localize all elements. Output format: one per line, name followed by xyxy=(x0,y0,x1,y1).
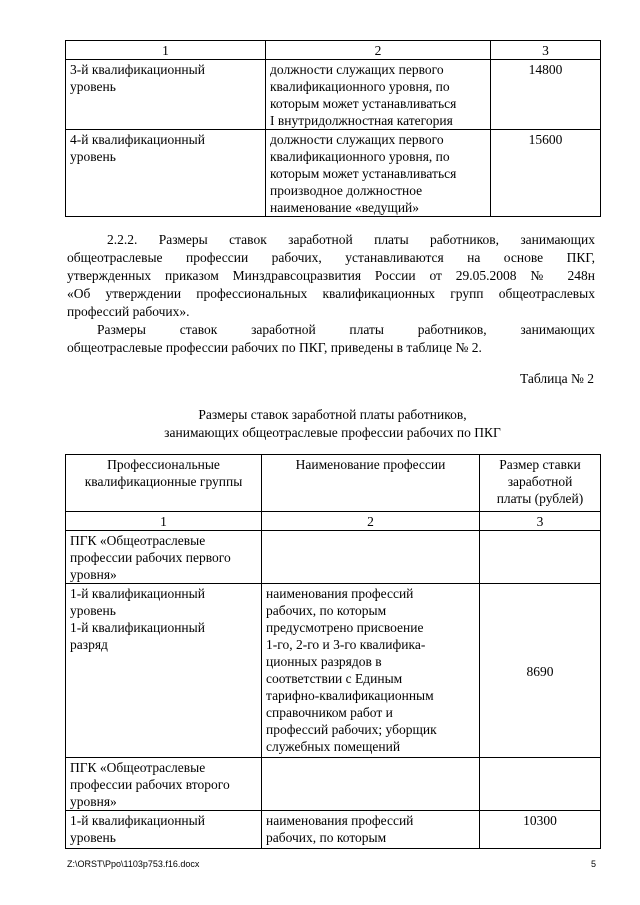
position-cell: должности служащих первого квалификационного уровня, по которым может устанавливаться производное должностное наименование «ведущий» xyxy=(266,130,491,217)
table-1-number-row xyxy=(66,41,601,60)
profession-cell xyxy=(262,531,480,584)
column-header-rate: Размер ставки заработной платы (рублей) xyxy=(480,455,601,512)
table-1-col-number: 2 xyxy=(266,41,491,60)
paragraph-line: общеотраслевые профессии рабочих, устанавливаются на основе ПКГ, xyxy=(67,250,595,265)
table-2 xyxy=(65,454,601,849)
column-header-group: Профессиональные квалификационные группы xyxy=(66,455,262,512)
qualification-group-cell: 4-й квалификационный уровень xyxy=(66,130,266,217)
table-2-title xyxy=(65,406,600,442)
table-row xyxy=(66,811,601,849)
paragraph-line: утвержденных приказом Минздравсоцразвития России от 29.05.2008 № 248н xyxy=(67,268,595,283)
rate-cell: 14800 xyxy=(491,60,601,130)
table-row xyxy=(66,584,601,758)
paragraph-table-reference xyxy=(67,321,595,357)
table-1-col-number: 3 xyxy=(491,41,601,60)
rate-cell: 10300 xyxy=(480,811,601,849)
rate-cell xyxy=(480,531,601,584)
footer-page-number: 5 xyxy=(590,859,596,869)
position-cell: должности служащих первого квалификационного уровня, по которым может устанавливаться I внутридолжностная категория xyxy=(266,60,491,130)
paragraph-line: 2.2.2. Размеры ставок заработной платы работников, занимающих xyxy=(107,232,595,247)
qualification-group-cell: 1-й квалификационный уровень xyxy=(66,811,262,849)
rate-cell: 15600 xyxy=(491,130,601,217)
qualification-group-cell: 3-й квалификационный уровень xyxy=(66,60,266,130)
title-line: занимающих общеотраслевые профессии рабочих по ПКГ xyxy=(164,425,501,440)
paragraph-line: профессий рабочих». xyxy=(67,304,190,319)
rate-cell: 8690 xyxy=(480,584,601,758)
title-line: Размеры ставок заработной платы работников, xyxy=(198,407,467,422)
table-2-col-number: 2 xyxy=(262,512,480,531)
table-2-col-number: 3 xyxy=(480,512,601,531)
qualification-group-cell: ПГК «Общеотраслевые профессии рабочих второго уровня» xyxy=(66,758,262,811)
table-row xyxy=(66,60,601,130)
table-2-col-number: 1 xyxy=(66,512,262,531)
table-row xyxy=(66,531,601,584)
table-row xyxy=(66,130,601,217)
table-label: Таблица № 2 xyxy=(520,371,594,386)
footer-file-path: Z:\ORST\Ppo\1103p753.f16.docx xyxy=(67,859,200,869)
table-1 xyxy=(65,40,601,217)
profession-cell: наименования профессий рабочих, по которым предусмотрено присвоение 1-го, 2-го и 3-го квалифика- ционных разрядов в соответствии с Единым тарифно-квалификационным справочником работ и профессий рабочих; уборщик служебных помещений xyxy=(262,584,480,758)
profession-cell xyxy=(262,758,480,811)
rate-cell xyxy=(480,758,601,811)
paragraph-2-2-2 xyxy=(67,231,595,321)
column-header-profession: Наименование профессии xyxy=(262,455,480,512)
paragraph-line: Размеры ставок заработной платы работников, занимающих xyxy=(97,322,595,337)
profession-cell: наименования профессий рабочих, по которым xyxy=(262,811,480,849)
table-2-header-row xyxy=(66,455,601,512)
paragraph-line: общеотраслевые профессии рабочих по ПКГ, приведены в таблице № 2. xyxy=(67,340,482,355)
qualification-group-cell: ПГК «Общеотраслевые профессии рабочих первого уровня» xyxy=(66,531,262,584)
qualification-group-cell: 1-й квалификационный уровень 1-й квалификационный разряд xyxy=(66,584,262,758)
table-1-col-number: 1 xyxy=(66,41,266,60)
table-2-number-row xyxy=(66,512,601,531)
table-row xyxy=(66,758,601,811)
paragraph-line: «Об утверждении профессиональных квалификационных групп общеотраслевых xyxy=(67,286,595,301)
